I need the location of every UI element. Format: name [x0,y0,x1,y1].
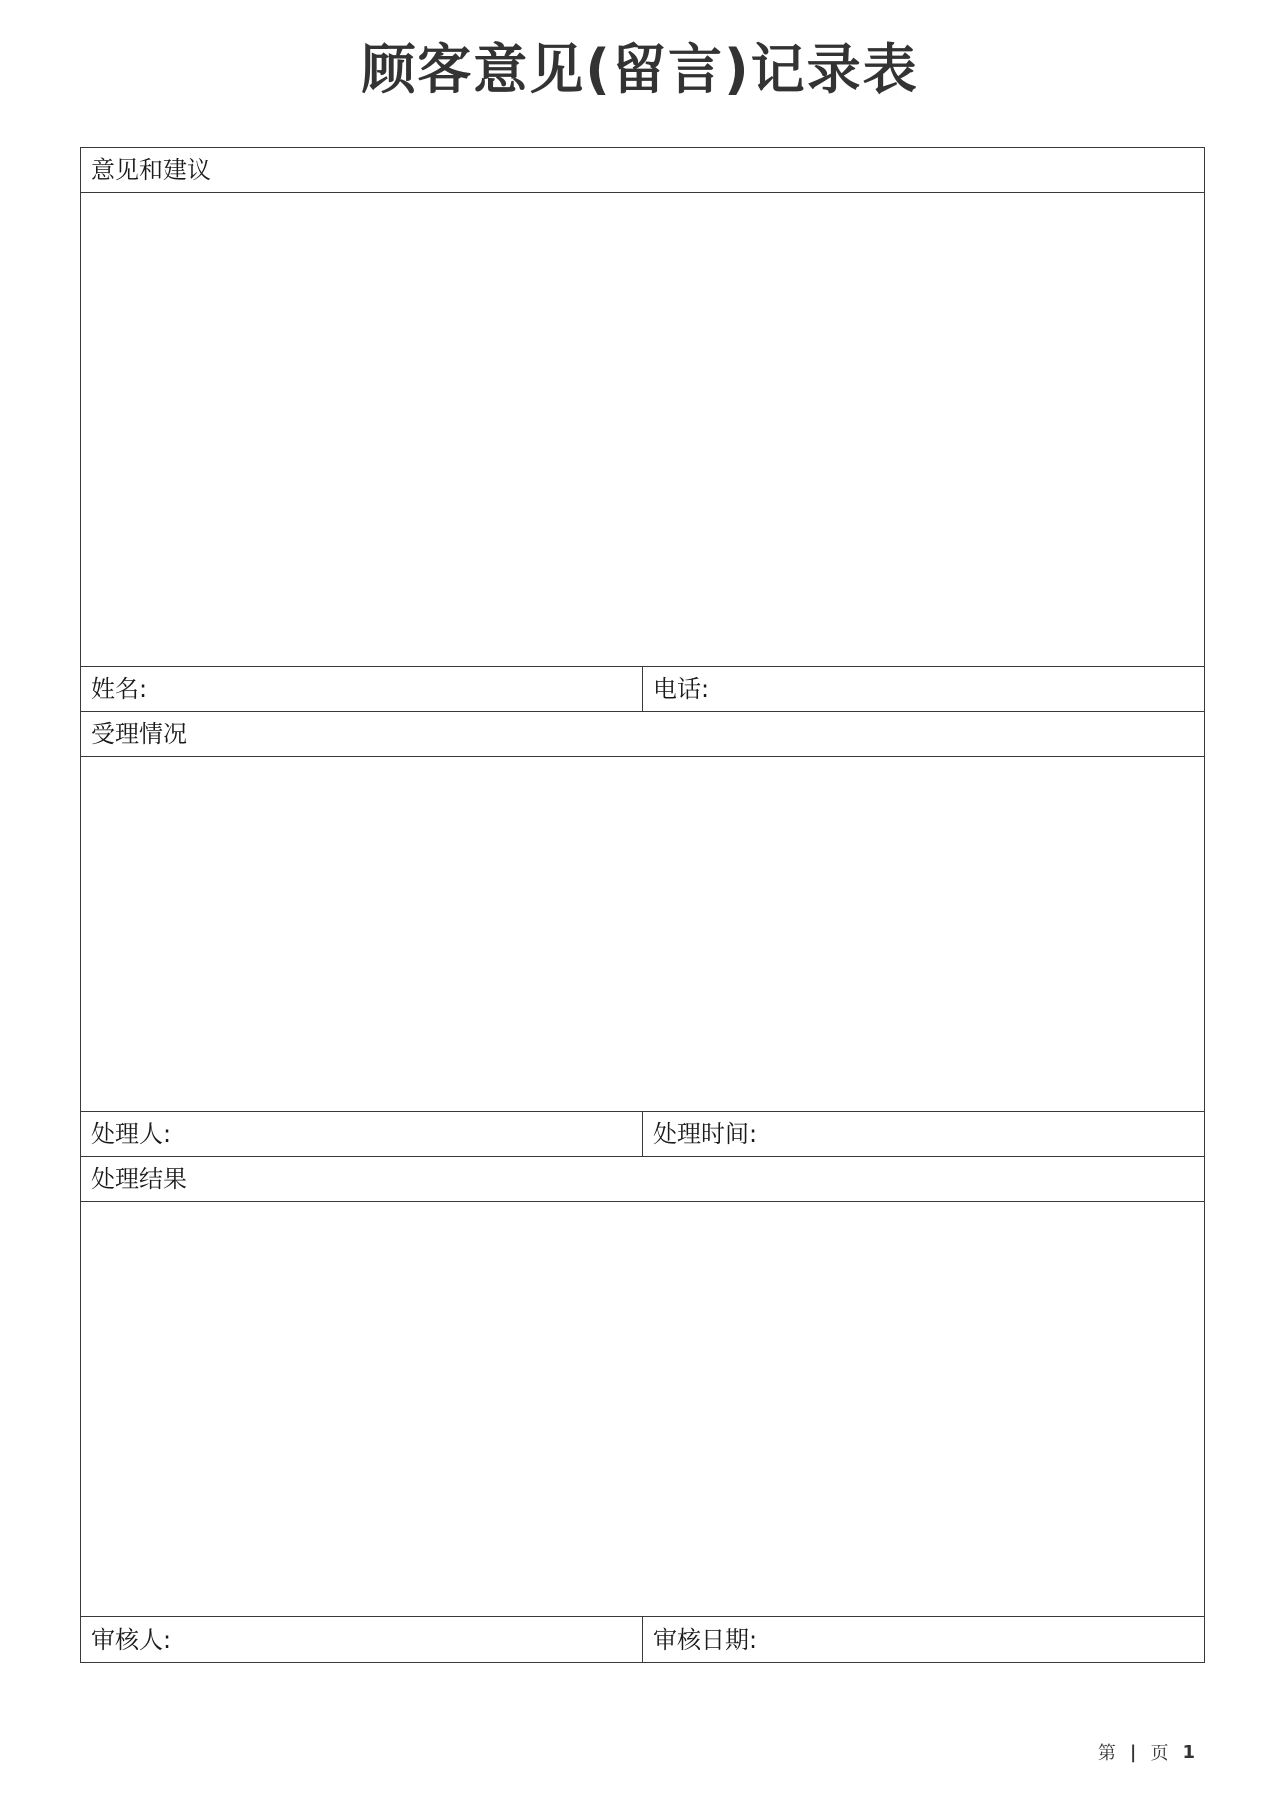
handler-field[interactable] [81,1112,642,1156]
footer-suffix: 页 [1150,1743,1169,1764]
handling-time-label: 处理时间: [653,1120,758,1148]
phone-label: 电话: [653,675,710,703]
acceptance-field[interactable] [81,757,1204,1111]
handling-time-field[interactable] [642,1112,1204,1156]
page-footer [1098,1739,1195,1765]
phone-field[interactable] [642,667,1204,711]
handler-row [81,1112,1204,1157]
acceptance-header-row [81,712,1204,757]
suggestions-header-row [81,148,1204,193]
review-date-field[interactable] [642,1617,1204,1662]
result-header-row [81,1157,1204,1202]
footer-separator: | [1129,1741,1137,1763]
handler-label: 处理人: [91,1120,172,1148]
suggestions-row [81,193,1204,667]
suggestions-field[interactable] [81,193,1204,666]
suggestions-label: 意见和建议 [91,156,211,184]
page-title: 顾客意见(留言)记录表 [361,38,919,101]
name-label: 姓名: [91,675,148,703]
acceptance-row [81,757,1204,1112]
contact-row [81,667,1204,712]
reviewer-label: 审核人: [91,1625,172,1654]
feedback-form [80,147,1205,1663]
page-number: 1 [1182,1741,1195,1763]
result-label: 处理结果 [91,1165,187,1193]
review-row [81,1617,1204,1662]
result-row [81,1202,1204,1617]
acceptance-label: 受理情况 [91,720,187,748]
result-field[interactable] [81,1202,1204,1616]
footer-prefix: 第 [1097,1743,1116,1764]
review-date-label: 审核日期: [653,1625,758,1654]
reviewer-field[interactable] [81,1617,642,1662]
name-field[interactable] [81,667,642,711]
